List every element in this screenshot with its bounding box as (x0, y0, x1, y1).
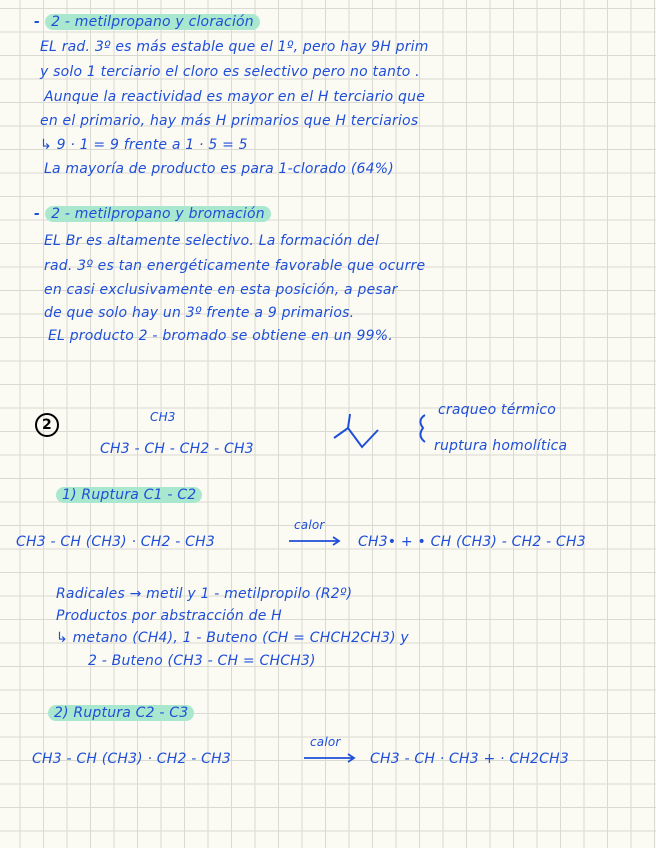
rupture1-note-3: ↳ metano (CH4), 1 - Buteno (CH = CHCH2CH3) y (56, 630, 409, 646)
section2-heading: 2 - metilpropano y bromación (45, 206, 271, 222)
section1-line-4: en el primario, hay más H primarios que H terciarios (40, 113, 419, 129)
rupture2-product: CH3 - CH · CH3 + · CH2CH3 (370, 751, 569, 767)
rupture1-product: CH3• + • CH (CH3) - CH2 - CH3 (358, 534, 586, 550)
section2-line-1: EL Br es altamente selectivo. La formación del (44, 233, 380, 249)
rupture1-note-2: Productos por abstracción de H (56, 608, 282, 624)
brace (420, 415, 425, 442)
rupture2-arrow-label: calor (310, 735, 341, 749)
section1-line-6: La mayoría de producto es para 1-clorado (64%) (44, 161, 394, 177)
formula-main: CH3 - CH - CH2 - CH3 (100, 441, 254, 457)
rupture1-reactant: CH3 - CH (CH3) · CH2 - CH3 (16, 534, 215, 550)
note-craqueo: craqueo térmico (438, 402, 557, 418)
rupture1-note-1: Radicales → metil y 1 - metilpropilo (R2º) (56, 586, 353, 602)
section2-line-2: rad. 3º es tan energéticamente favorable que ocurre (44, 258, 426, 274)
section1-line-5: ↳ 9 · 1 = 9 frente a 1 · 5 = 5 (40, 137, 248, 153)
rupture2-title-row (48, 704, 194, 722)
rupture1-note-4: 2 - Buteno (CH3 - CH = CHCH3) (88, 653, 316, 669)
skeletal-formula (334, 428, 378, 447)
section2-line-3: en casi exclusivamente en esta posición, a pesar (44, 282, 398, 298)
section1-line-3: Aunque la reactividad es mayor en el H terciario que (44, 89, 426, 105)
rupture1-title: 1) Ruptura C1 - C2 (56, 487, 202, 503)
section1-heading-row: - 2 - metilpropano y cloración (34, 13, 260, 31)
rupture2-title: 2) Ruptura C2 - C3 (48, 705, 194, 721)
note-ruptura: ruptura homolítica (434, 438, 568, 454)
formula-branch-ch3: CH3 (150, 410, 176, 424)
section2-line-4: de que solo hay un 3º frente a 9 primarios. (44, 305, 355, 321)
rupture1-title-row (56, 486, 202, 504)
section2-line-5: EL producto 2 - bromado se obtiene en un 99%. (48, 328, 393, 344)
rupture2-reactant: CH3 - CH (CH3) · CH2 - CH3 (32, 751, 231, 767)
problem-number: 2 (42, 417, 52, 433)
section1-line-2: y solo 1 terciario el cloro es selectivo pero no tanto . (40, 64, 420, 80)
rupture1-arrow-label: calor (294, 518, 325, 532)
section2-heading-row: - 2 - metilpropano y bromación (34, 205, 271, 223)
skeletal-formula-branch (348, 414, 350, 428)
section1-line-1: EL rad. 3º es más estable que el 1º, pero hay 9H prim (40, 39, 429, 55)
section1-heading: 2 - metilpropano y cloración (45, 14, 260, 30)
